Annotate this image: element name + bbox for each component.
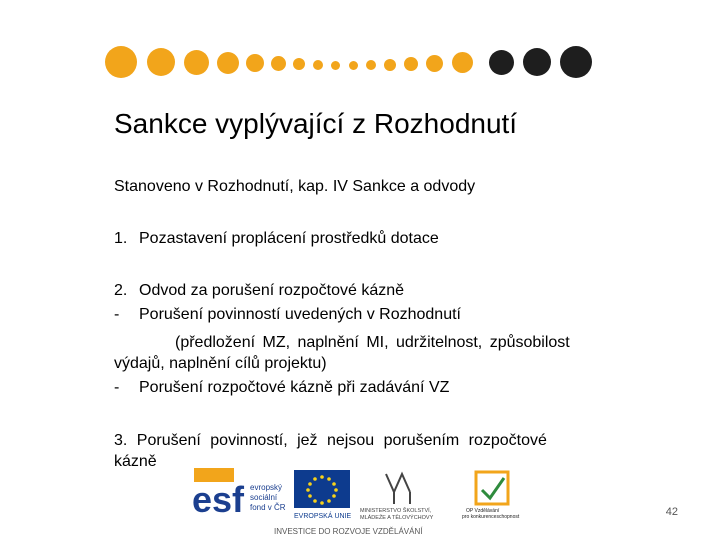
esf-line1: evropský [250,483,283,492]
decor-dot [404,57,418,71]
footer-slogan: INVESTICE DO ROZVOJE VZDĚLÁVÁNÍ [274,527,423,536]
sub-item-2 [114,377,449,398]
decor-dot [560,46,592,78]
list-item-text: Pozastavení proplácení prostředků dotace [139,230,439,247]
decor-dot [217,52,239,74]
decor-dot [184,50,209,75]
decor-dot [384,59,396,71]
list-item-3-line2: kázně [114,453,157,470]
list-item-3-line1: 3. Porušení povinností, jež nejsou porušením rozpočtové [114,432,547,449]
sub-item-1-detail-line1 [175,332,602,353]
eu-flag-logo [294,470,352,520]
op-line2: pro konkurenceschopnost [462,514,520,520]
eu-caption: EVROPSKÁ UNIE [294,513,352,520]
list-item-text: Porušení rozpočtové kázně při zadávání VZ [139,379,450,396]
decor-dot [147,48,175,76]
op-logo [462,472,520,520]
msmt-line1: MINISTERSTVO ŠKOLSTVÍ, [360,508,432,514]
decor-dot [366,60,376,70]
list-marker: 2. [114,282,128,299]
esf-big-text: esf [192,479,245,520]
esf-line2: sociální [250,493,278,502]
intro-text: Stanoveno v Rozhodnutí, kap. IV Sankce a odvody [114,178,476,195]
decor-dot [246,54,264,72]
msmt-emblem [386,474,410,504]
msmt-logo [360,474,434,521]
op-line1: OP Vzdělávání [466,508,500,514]
decor-dot [523,48,551,76]
footer-logos-graphic [190,462,530,540]
decor-dot [426,55,443,72]
decor-dot [105,46,137,78]
list-item-text: Odvod za porušení rozpočtové kázně [139,282,405,299]
decor-dot [489,50,514,75]
decorative-dot-row [0,0,720,110]
decor-dot [349,61,358,70]
list-item-2 [114,280,404,301]
slide-title: Sankce vyplývající z Rozhodnutí [114,108,518,139]
list-item-text: Porušení povinností uvedených v Rozhodnutí [139,306,461,323]
op-frame [476,472,508,504]
footer-logo-bar [190,462,530,540]
sub-item-1-detail-line2: výdajů, naplnění cílů projektu) [114,355,327,372]
list-marker: - [114,379,120,396]
decor-dot [271,56,286,71]
decor-dot [452,52,473,73]
sub-item-1 [114,304,461,325]
list-marker: 1. [114,230,128,247]
list-item-1 [114,228,439,249]
page-number: 42 [665,506,678,518]
msmt-line2: MLÁDEŽE A TĚLOVÝCHOVY [360,515,434,521]
decor-dot [331,61,340,70]
detail-text: (předložení MZ, naplnění MI, udržitelnost, způsobilost [175,334,570,351]
esf-logo [192,468,286,520]
decor-dot [313,60,323,70]
decor-dot [293,58,305,70]
list-marker: - [114,306,120,323]
esf-line3: fond v ČR [250,503,286,512]
